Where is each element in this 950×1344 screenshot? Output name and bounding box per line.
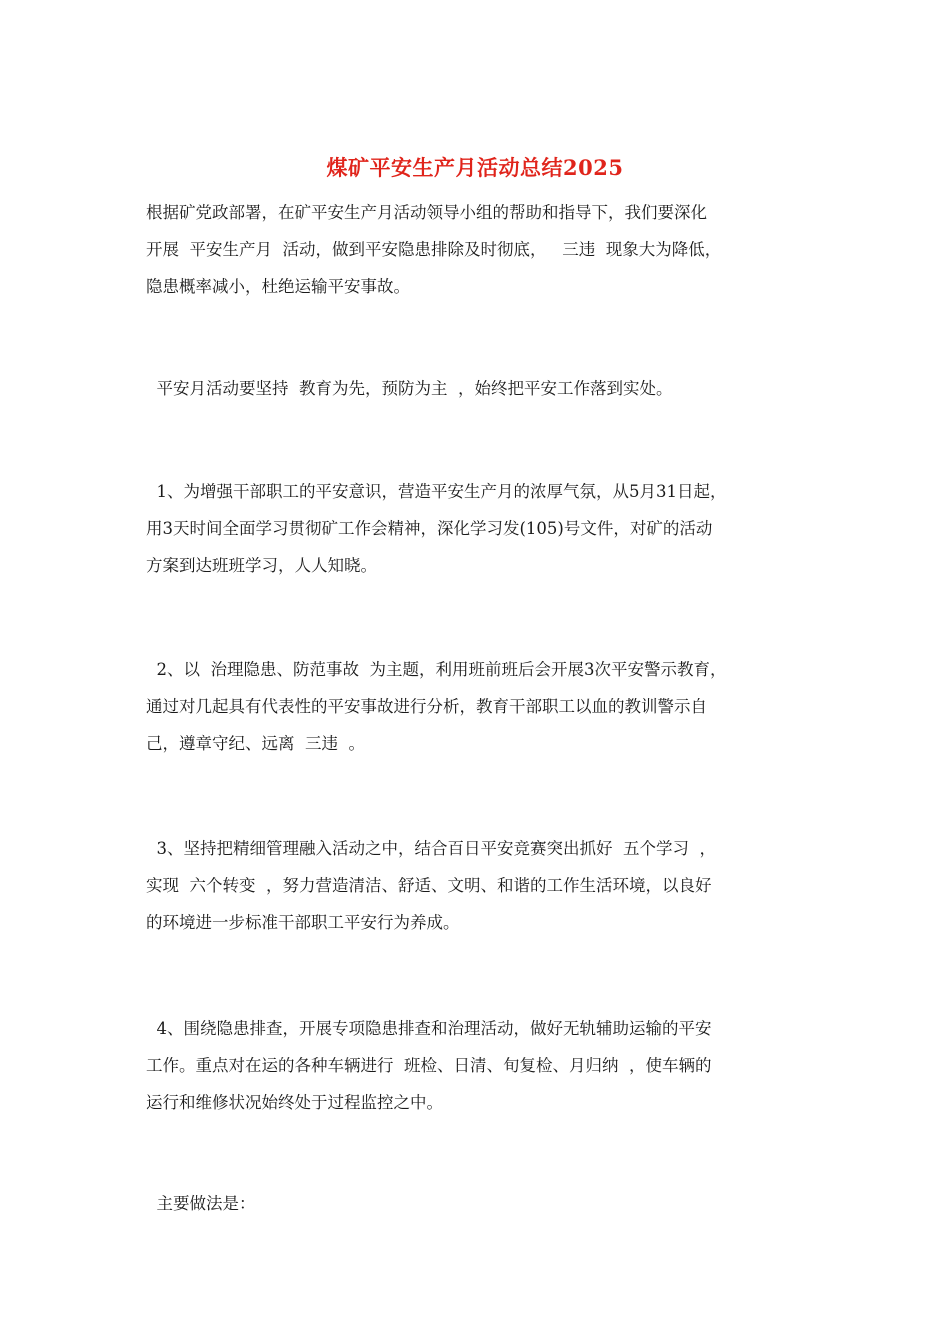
document-title: 煤矿平安生产月活动总结2025 bbox=[326, 155, 624, 180]
paragraph-line: 方案到达班班学习，人人知晓。 bbox=[146, 556, 377, 575]
paragraph-line: 4、围绕隐患排查，开展专项隐患排查和治理活动，做好无轨辅助运输的平安 bbox=[146, 1019, 712, 1038]
paragraph-line: 1、为增强干部职工的平安意识，营造平安生产月的浓厚气氛，从5月31日起， bbox=[146, 482, 727, 501]
paragraph-line: 实现 六个转变 ，努力营造清洁、舒适、文明、和谐的工作生活环境，以良好 bbox=[146, 876, 712, 895]
paragraph-line: 开展 平安生产月 活动，做到平安隐患排除及时彻底， 三违 现象大为降低， bbox=[146, 240, 722, 259]
paragraph-line: 运行和维修状况始终处于过程监控之中。 bbox=[146, 1093, 443, 1112]
paragraph-line: 根据矿党政部署，在矿平安生产月活动领导小组的帮助和指导下，我们要深化 bbox=[146, 203, 707, 222]
paragraph-line: 3、坚持把精细管理融入活动之中，结合百日平安竞赛突出抓好 五个学习 ， bbox=[146, 839, 716, 858]
paragraph-item-4 bbox=[146, 1010, 816, 1121]
paragraph-line: 平安月活动要坚持 教育为先，预防为主 ，始终把平安工作落到实处。 bbox=[146, 379, 673, 398]
paragraph-intro bbox=[146, 194, 816, 305]
paragraph-line: 隐患概率减小，杜绝运输平安事故。 bbox=[146, 277, 410, 296]
paragraph-line: 主要做法是： bbox=[146, 1194, 256, 1213]
paragraph-item-3 bbox=[146, 830, 816, 941]
paragraph-line: 工作。重点对在运的各种车辆进行 班检、日清、旬复检、月归纳 ，使车辆的 bbox=[146, 1056, 712, 1075]
paragraph-item-2 bbox=[146, 651, 816, 762]
paragraph-main-methods bbox=[146, 1185, 816, 1222]
paragraph-line: 的环境进一步标准干部职工平安行为养成。 bbox=[146, 913, 460, 932]
paragraph-line: 2、以 治理隐患、防范事故 为主题，利用班前班后会开展3次平安警示教育， bbox=[146, 660, 727, 679]
paragraph-motto bbox=[146, 370, 816, 407]
paragraph-line: 通过对几起具有代表性的平安事故进行分析，教育干部职工以血的教训警示自 bbox=[146, 697, 707, 716]
paragraph-line: 己，遵章守纪、远离 三违 。 bbox=[146, 734, 365, 753]
paragraph-item-1 bbox=[146, 473, 816, 584]
paragraph-line: 用3天时间全面学习贯彻矿工作会精神，深化学习发(105)号文件，对矿的活动 bbox=[146, 519, 713, 538]
